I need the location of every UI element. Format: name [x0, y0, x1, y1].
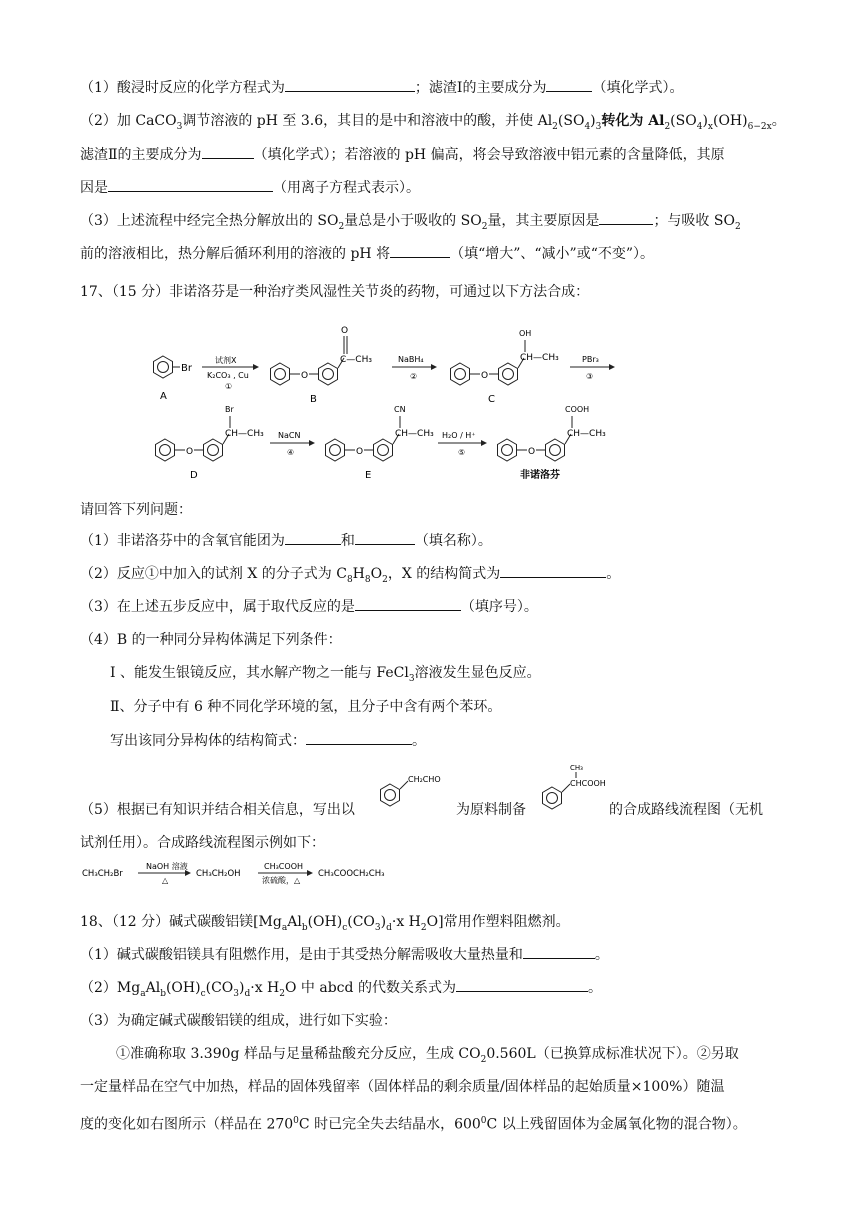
svg-text:CH—CH₃: CH—CH₃ [520, 353, 559, 363]
svg-text:D: D [190, 470, 198, 481]
q17-part4-write: 写出该同分异构体的结构简式： 。 [110, 730, 810, 752]
reaction-arrow-2 [392, 355, 436, 381]
svg-text:Br: Br [181, 363, 192, 374]
q16-part2: （2）加 CaCO$_3$调节溶液的 pH 至 3.6，其目的是中和溶液中的酸，并使 $Al_2(SO_4)_3$转化为 $Al_2(SO_4)_x(OH)_{6-2x}$。 [80, 113, 786, 132]
answer-blank [202, 144, 254, 159]
svg-text:浓硫酸，△: 浓硫酸，△ [262, 876, 301, 885]
svg-text:④: ④ [287, 448, 295, 457]
q18-exp-line1: ①准确称取 3.390g 样品与足量稀盐酸充分反应，生成 $CO_20.560L$（已换算成标准状况下）。②另取 [116, 1046, 739, 1065]
svg-text:OH: OH [519, 329, 532, 338]
q17-part3: （3）在上述五步反应中，属于取代反应的是 （填序号）。 [80, 596, 780, 618]
svg-text:O: O [528, 447, 536, 457]
svg-text:B: B [310, 394, 317, 405]
answer-blank [285, 77, 415, 92]
svg-text:COOH: COOH [565, 405, 590, 414]
answer-blank [355, 530, 415, 545]
q16-part2-cont: 滤渣Ⅱ的主要成分为 （填化学式）；若溶液的 pH 偏高，将会导致溶液中铝元素的含量降低，其原 [80, 144, 780, 166]
compound-d-structure [156, 405, 265, 481]
example-route [82, 858, 482, 888]
svg-text:O: O [186, 447, 194, 457]
q18-part3: （3）为确定碱式碳酸铝镁的组成，进行如下实验： [80, 1013, 397, 1029]
synthesis-scheme [130, 322, 630, 482]
q18-title: 18、（12 分）碱式碳酸铝镁[$Mg_aAl_b(OH)_c(CO_3)_d\cdot x$ $H_2O$]常用作塑料阻燃剂。 [80, 914, 570, 933]
svg-text:③: ③ [586, 372, 594, 381]
svg-text:CH₃CH₂OH: CH₃CH₂OH [196, 869, 241, 879]
q18-exp-line2: 一定量样品在空气中加热，样品的固体残留率（固体样品的剩余质量/固体样品的起始质量×100%）随温 [80, 1079, 725, 1095]
answer-blank [285, 530, 341, 545]
answer-blank [546, 77, 592, 92]
svg-text:A: A [160, 391, 167, 402]
q17-part5-end: 的合成路线流程图（无机 [609, 802, 763, 818]
q18-exp-line3: 度的变化如右图所示（样品在 $270^0C$ 时已完全失去结晶水，$600^0C$ 以上残留固体为金属氧化物的混合物）。 [80, 1116, 747, 1133]
svg-text:CHCOOH: CHCOOH [570, 779, 606, 788]
answer-blank [390, 243, 450, 258]
q17-part4-cond1: Ⅰ 、能发生银镜反应，其水解产物之一能与 FeCl$_3$溶液发生显色反应。 [110, 665, 541, 684]
svg-text:CN: CN [394, 405, 406, 414]
reaction-arrow-1 [202, 355, 258, 391]
q17-part5-mid: 为原料制备 [456, 802, 526, 818]
svg-text:试剂X: 试剂X [215, 356, 237, 365]
svg-text:②: ② [410, 372, 418, 381]
svg-text:NaBH₄: NaBH₄ [398, 355, 424, 364]
compound-e-structure [326, 405, 435, 481]
svg-text:PBr₃: PBr₃ [582, 355, 599, 364]
compound-a-structure [154, 356, 193, 402]
svg-text:CH₃COOH: CH₃COOH [264, 862, 304, 871]
svg-text:CH₂CHO: CH₂CHO [408, 775, 441, 784]
compound-b-structure [271, 326, 373, 405]
reaction-arrow-5 [438, 431, 486, 457]
svg-text:O: O [481, 371, 489, 381]
compound-c-structure [451, 329, 560, 405]
q16-part3: （3）上述流程中经完全热分解放出的 $SO_2$量总是小于吸收的 $SO_2$量，其主要原因是 ；与吸收 $SO_2$ [80, 210, 780, 238]
svg-text:①: ① [225, 382, 233, 391]
answer-blank [500, 563, 606, 578]
q17-part5-cont: 试剂任用）。合成路线流程图示例如下： [80, 835, 325, 851]
q16-part2-cont2: 因是 （用离子方程式表示）。 [80, 177, 780, 199]
q17-part5: （5）根据已有知识并结合相关信息，写出以 [80, 802, 355, 818]
svg-text:E: E [365, 470, 372, 481]
svg-text:NaOH 溶液: NaOH 溶液 [146, 862, 188, 871]
svg-text:非诺洛芬: 非诺洛芬 [520, 470, 560, 481]
svg-text:△: △ [162, 876, 169, 885]
q17-part4-cond2: Ⅱ、分子中有 6 种不同化学环境的氢，且分子中含有两个苯环。 [110, 699, 502, 715]
q18-part1: （1）碱式碳酸铝镁具有阻燃作用，是由于其受热分解需吸收大量热量和 。 [80, 944, 780, 966]
answer-blank [108, 177, 273, 192]
svg-text:CH₃CH₂Br: CH₃CH₂Br [82, 869, 123, 879]
answer-blank [599, 210, 653, 225]
svg-text:O: O [301, 371, 309, 381]
answer-blank [523, 944, 595, 959]
svg-text:CH—CH₃: CH—CH₃ [567, 429, 606, 439]
phenylacetaldehyde-structure [368, 765, 448, 813]
q16-part3-cont: 前的溶液相比，热分解后循环利用的溶液的 pH 将 （填“增大”、“减小”或“不变”）。 [80, 243, 780, 265]
svg-text:NaCN: NaCN [278, 431, 301, 440]
svg-text:⑤: ⑤ [458, 448, 466, 457]
svg-text:K₂CO₃ , Cu: K₂CO₃ , Cu [207, 371, 249, 380]
answer-blank [306, 730, 412, 745]
2-phenylpropanoic-acid-structure [530, 760, 610, 816]
q17-part1: （1）非诺洛芬中的含氧官能团为 和 （填名称）。 [80, 530, 780, 552]
svg-text:CH₃COOCH₂CH₃: CH₃COOCH₂CH₃ [318, 869, 385, 879]
q17-title: 17、（15 分）非诺洛芬是一种治疗类风湿性关节炎的药物，可通过以下方法合成： [80, 284, 590, 300]
svg-text:C: C [488, 394, 495, 405]
q16-part1: （1）酸浸时反应的化学方程式为 ；滤渣Ⅰ的主要成分为 （填化学式）。 [80, 77, 780, 99]
fenoprofen-structure [498, 405, 607, 481]
svg-text:Br: Br [225, 405, 234, 414]
answer-blank [456, 977, 588, 992]
svg-text:O: O [356, 447, 364, 457]
svg-text:CH—CH₃: CH—CH₃ [395, 429, 434, 439]
q17-prompt: 请回答下列问题： [80, 502, 192, 518]
svg-text:H₂O / H⁺: H₂O / H⁺ [442, 431, 476, 440]
svg-text:CH₃: CH₃ [570, 764, 583, 772]
reaction-arrow-4 [270, 431, 314, 457]
q17-part2: （2）反应①中加入的试剂 X 的分子式为 $C_8H_8O_2$，X 的结构简式为 。 [80, 563, 780, 591]
reaction-arrow-3 [570, 355, 614, 381]
answer-blank [355, 596, 461, 611]
svg-text:CH—CH₃: CH—CH₃ [225, 429, 264, 439]
q18-part2: $(2)Mg_aAl_b(OH)_c(CO_3)_d\cdot x$ $H_2O$ 中 abcd 的代数关系式为 。 [80, 977, 780, 1005]
svg-text:C—CH₃: C—CH₃ [340, 355, 372, 365]
q17-part4: （4）B 的一种同分异构体满足下列条件： [80, 632, 342, 648]
svg-text:O: O [341, 326, 349, 336]
